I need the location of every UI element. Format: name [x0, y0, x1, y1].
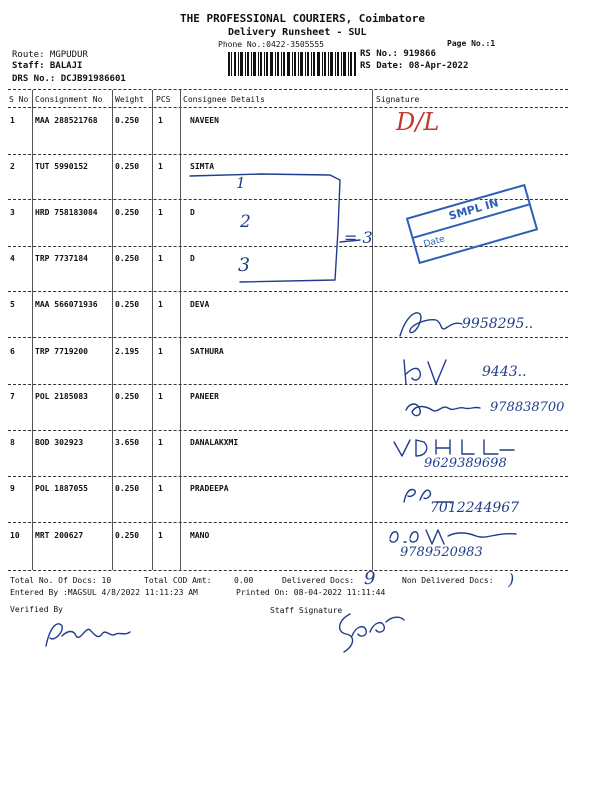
bracket-drawing [180, 150, 380, 290]
cell-consignment: BOD 302923 [35, 438, 84, 447]
cell-pcs: 1 [158, 347, 163, 356]
cell-consignment: POL 1887055 [35, 484, 88, 493]
col-header-consignment: Consignment No [35, 95, 103, 104]
staff-signature [330, 606, 410, 658]
col-header-sno: S No [9, 95, 29, 104]
cell-weight: 3.650 [115, 438, 140, 447]
signature-row7 [402, 396, 482, 422]
handwritten-one: 1 [236, 174, 246, 192]
cell-pcs: 1 [158, 392, 163, 401]
cell-weight: 0.250 [115, 300, 140, 309]
cell-sno: 7 [10, 392, 15, 401]
col-header-consignee: Consignee Details [183, 95, 265, 104]
barcode [228, 52, 356, 76]
route: Route: MGPUDUR [12, 50, 88, 60]
phone-row5: 9958295.. [462, 316, 534, 332]
cell-weight: 0.250 [115, 254, 140, 263]
phone-number: Phone No.:0422-3505555 [218, 40, 324, 49]
cell-consignment: MAA 566071936 [35, 300, 98, 309]
table-bottom-rule [8, 570, 568, 571]
row-rule [8, 430, 568, 431]
cell-consignment: MAA 288521768 [35, 116, 98, 125]
cell-pcs: 1 [158, 208, 163, 217]
cell-weight: 0.250 [115, 392, 140, 401]
column-divider [152, 90, 153, 570]
cell-pcs: 1 [158, 484, 163, 493]
cell-consignee: SATHURA [190, 347, 224, 356]
cell-sno: 9 [10, 484, 15, 493]
cell-weight: 2.195 [115, 347, 140, 356]
cell-consignee: PANEER [190, 392, 219, 401]
document-title: Delivery Runsheet - SUL [228, 27, 367, 38]
cell-weight: 0.250 [115, 116, 140, 125]
cell-weight: 0.250 [115, 162, 140, 171]
cell-pcs: 1 [158, 300, 163, 309]
phone-row9: 7012244967 [430, 500, 520, 516]
cell-pcs: 1 [158, 531, 163, 540]
cell-sno: 3 [10, 208, 15, 217]
verified-by-label: Verified By [10, 605, 63, 614]
cell-pcs: 1 [158, 162, 163, 171]
cell-consignment: POL 2185083 [35, 392, 88, 401]
delivered-docs-label: Delivered Docs: [282, 576, 355, 585]
cell-pcs: 1 [158, 254, 163, 263]
cell-sno: 1 [10, 116, 15, 125]
total-cod-value: 0.00 [234, 576, 254, 585]
page-number: Page No.:1 [447, 39, 496, 48]
printed-on: Printed On: 08-04-2022 11:11:44 [236, 588, 386, 597]
row-rule [8, 476, 568, 477]
handwritten-total: = 3 [344, 228, 373, 247]
header-rule-top [8, 89, 568, 90]
col-header-weight: Weight [115, 95, 144, 104]
col-header-pcs: PCS [156, 95, 171, 104]
handwritten-dl: D/L [396, 108, 440, 136]
cell-pcs: 1 [158, 116, 163, 125]
cell-consignment: MRT 200627 [35, 531, 84, 540]
verifier-signature [40, 616, 136, 652]
received-stamp [406, 184, 538, 264]
total-cod-label: Total COD Amt: [144, 576, 212, 585]
cell-consignment: TRP 7737184 [35, 254, 88, 263]
phone-row6: 9443.. [482, 364, 527, 380]
stamp-text: SMPL IN [447, 196, 500, 223]
cell-weight: 0.250 [115, 484, 140, 493]
cell-consignee: DANALAKXMI [190, 438, 239, 447]
cell-weight: 0.250 [115, 531, 140, 540]
cell-sno: 5 [10, 300, 15, 309]
cell-consignee: D [190, 254, 195, 263]
row-rule [8, 522, 568, 523]
column-divider [32, 90, 33, 570]
cell-consignment: HRD 758183084 [35, 208, 98, 217]
cell-consignee: MANO [190, 531, 210, 540]
cell-pcs: 1 [158, 438, 163, 447]
company-name: THE PROFESSIONAL COURIERS, Coimbatore [180, 12, 426, 25]
staff-signature-label: Staff Signature [270, 606, 343, 615]
signature-row5 [396, 306, 466, 342]
handwritten-three: 3 [238, 254, 251, 276]
cell-consignment: TRP 7719200 [35, 347, 88, 356]
cell-consignee: D [190, 208, 195, 217]
row-rule [8, 291, 568, 292]
row-rule [8, 384, 568, 385]
column-divider [112, 90, 113, 570]
cell-consignee: DEVA [190, 300, 210, 309]
col-header-signature: Signature [376, 95, 420, 104]
cell-sno: 2 [10, 162, 15, 171]
total-docs: Total No. Of Docs: 10 [10, 576, 112, 585]
phone-row8: 9629389698 [424, 456, 507, 471]
cell-sno: 6 [10, 347, 15, 356]
phone-row10: 9789520983 [400, 545, 483, 560]
staff: Staff: BALAJI [12, 61, 83, 71]
signature-row6 [398, 354, 468, 388]
header-rule-bottom [8, 107, 568, 108]
cell-weight: 0.250 [115, 208, 140, 217]
cell-consignment: TUT 5990152 [35, 162, 88, 171]
cell-sno: 4 [10, 254, 15, 263]
cell-consignee: PRADEEPA [190, 484, 229, 493]
entered-by: Entered By :MAGSUL 4/8/2022 11:11:23 AM [10, 588, 198, 597]
cell-consignee: NAVEEN [190, 116, 219, 125]
cell-sno: 10 [10, 531, 20, 540]
row-rule [8, 337, 568, 338]
cell-sno: 8 [10, 438, 15, 447]
rs-date: RS Date: 08-Apr-2022 [360, 61, 469, 71]
drs-number: DRS No.: DCJB91986601 [12, 74, 126, 84]
handwritten-two: 2 [240, 212, 251, 232]
stamp-date-label: Date [422, 234, 447, 250]
rs-number: RS No.: 919866 [360, 49, 436, 59]
delivered-count: 9 [364, 568, 376, 589]
phone-row7: 978838700 [490, 400, 565, 415]
non-delivered-count: ) [508, 570, 515, 589]
non-delivered-docs-label: Non Delivered Docs: [402, 576, 494, 585]
cell-consignee: SIMTA [190, 162, 215, 171]
